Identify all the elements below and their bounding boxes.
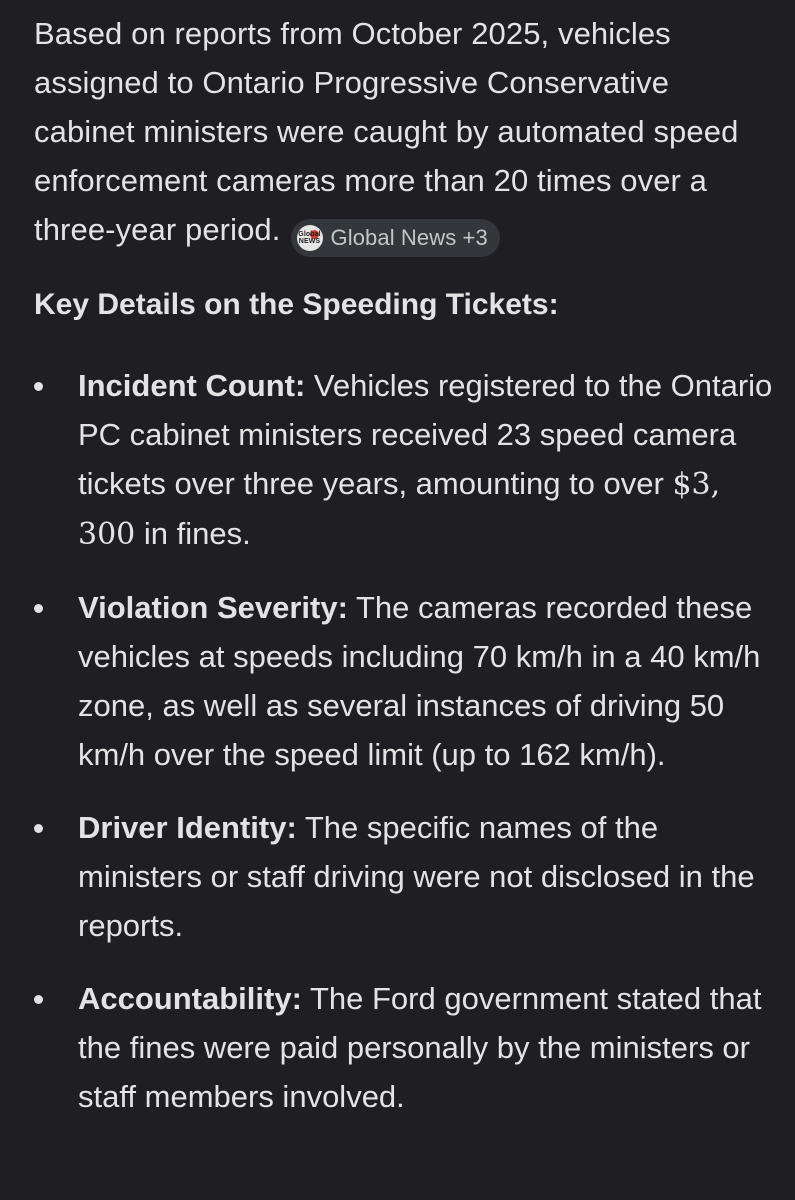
source-chip[interactable] [291,219,500,257]
details-list [34,361,774,1145]
list-item-term: Violation Severity: [78,590,348,625]
list-item-violation-severity [34,583,774,779]
list-item-term: Incident Count: [78,368,306,403]
list-item-driver-identity [34,803,774,950]
list-item-text: The cameras recorded these vehicles at speeds including 70 km/h in a 40 km/h zone, as well as several instances of driving 50 km/h over the speed limit (up to 162 km/h). [78,590,761,772]
bullet-icon [34,604,43,613]
source-chip-label: Global News +3 [330,225,488,250]
list-item-text: Vehicles registered to the Ontario PC cabinet ministers received 23 speed camera tickets over three years, amounting to over [78,368,773,501]
intro-text: Based on reports from October 2025, vehicles assigned to Ontario Progressive Conservative cabinet ministers were caught by automated speed enforcement cameras more than 20 times over a three-year period. [34,16,739,247]
global-news-logo-icon [297,225,323,251]
list-item-incident-count [34,361,774,559]
fine-amount: $3, 300 [78,467,721,552]
bullet-icon [34,995,43,1004]
list-item-term: Driver Identity: [78,810,297,845]
list-item-text: The Ford government stated that the fines were paid personally by the ministers or staff members involved. [78,981,762,1114]
logo-text: Global NEWS [298,231,321,245]
list-item-text: The specific names of the ministers or staff driving were not disclosed in the reports. [78,810,755,943]
list-item-term: Accountability: [78,981,302,1016]
bullet-icon [34,382,43,391]
list-item-accountability [34,974,774,1121]
response-content [34,0,774,1114]
list-item-text-end: in fines. [135,516,251,551]
intro-paragraph [34,0,774,257]
section-heading: Key Details on the Speeding Tickets: [34,288,559,321]
bullet-icon [34,824,43,833]
